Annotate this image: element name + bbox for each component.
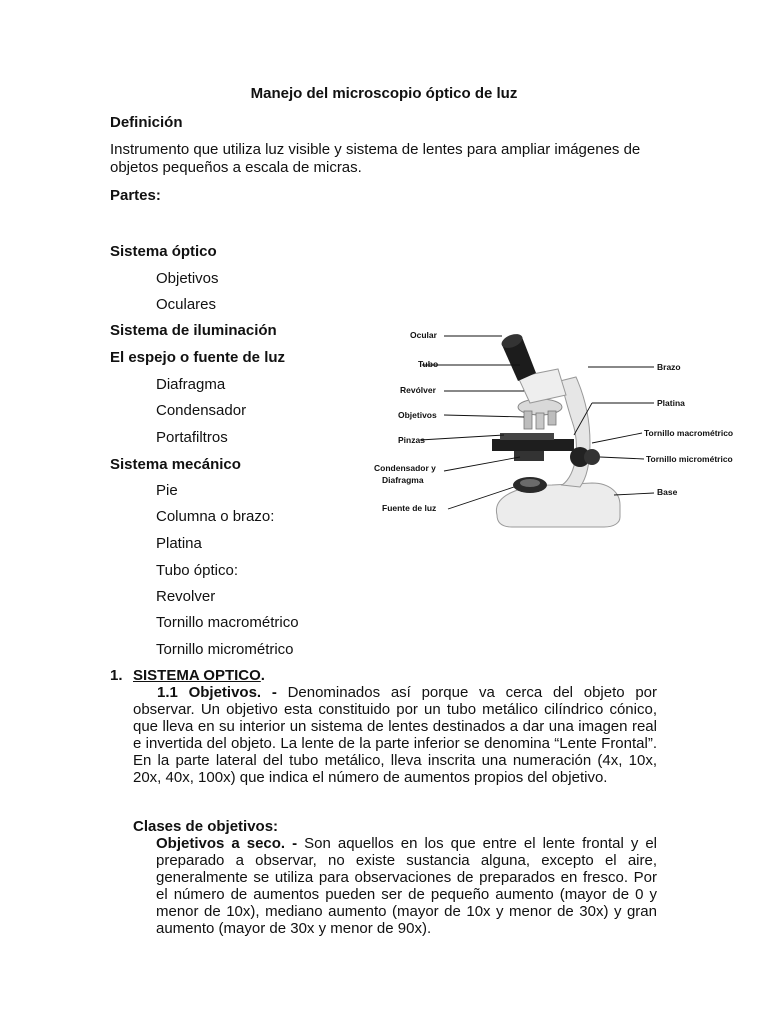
microscope-stage (492, 439, 574, 451)
objective-lens (548, 411, 556, 425)
sistema-optico-heading: Sistema óptico (110, 243, 217, 260)
microscope-figure (352, 325, 752, 537)
objetivos-lead: 1.1 Objetivos. - (157, 684, 277, 701)
seco-lead: Objetivos a seco. - (156, 835, 298, 852)
definicion-heading: Definición (110, 114, 183, 131)
list-item-condensador: Condensador (156, 402, 247, 419)
sistema-iluminacion-heading: Sistema de iluminación (110, 322, 277, 339)
definicion-line-1: Instrumento que utiliza luz visible y sistema de lentes para ampliar imágenes de (110, 141, 641, 158)
light-source-lens (520, 479, 540, 487)
label-ocular: Ocular (410, 330, 437, 340)
objetivos-paragraph (133, 684, 657, 786)
label-tubo: Tubo (418, 359, 439, 369)
label-revolver: Revólver (400, 385, 436, 395)
espejo-heading: El espejo o fuente de luz (110, 349, 286, 366)
label-pinzas: Pinzas (398, 435, 425, 445)
objective-lens (524, 411, 532, 429)
section-title-wrap (133, 667, 265, 685)
list-item-revolver: Revolver (156, 588, 216, 605)
label-fuente-de-luz: Fuente de luz (382, 503, 437, 513)
section-title-period: . (260, 667, 265, 684)
label-diafragma: Diafragma (382, 475, 424, 485)
sistema-mecanico-heading: Sistema mecánico (110, 456, 241, 473)
seco-paragraph (156, 835, 657, 937)
list-item-portafiltros: Portafiltros (156, 429, 228, 446)
list-item-tornillo-macrometrico: Tornillo macrométrico (156, 614, 299, 631)
list-item-oculares: Oculares (156, 296, 217, 313)
objetivos-text: Denominados así porque va cerca del objeto por observar. Un objetivo esta constituido por un tubo metálico cilíndrico cónico, que lleva en su interior un sistema de lentes destinados a dar una imagen real e invertida del objeto. La lente de la parte inferior se denomina “Lente Frontal”. En la parte lateral del tubo metálico, lleva inscrita una numeración (4x, 10x, 20x, 40x, 100x) que indica el número de aumentos propios del objetivo. (133, 684, 657, 786)
list-item-tubo-optico: Tubo óptico: (156, 562, 238, 579)
clases-heading: Clases de objetivos: (133, 818, 279, 835)
seco-text: Son aquellos en los que entre el lente frontal y el preparado a observar, no existe sustancia alguna, excepto el aire, generalmente se utiliza para observaciones de preparados en fresco. Por el número de aumentos pueden ser de pequeño aumento (mayor de 0 y menor de 10x), mediano aumento (mayor de 10x y menor de 30x) y gran aumento (mayor de 30x y menor de 90x). (156, 835, 658, 937)
section-number: 1. (110, 667, 123, 684)
label-platina: Platina (657, 398, 685, 408)
stage-slide-holder (500, 433, 554, 440)
label-brazo: Brazo (657, 362, 681, 372)
document-title: Manejo del microscopio óptico de luz (250, 85, 518, 102)
label-objetivos: Objetivos (398, 410, 437, 420)
definicion-line-2: objetos pequeños a escala de micras. (110, 159, 362, 176)
label-tornillo-macrometrico: Tornillo macrométrico (644, 428, 734, 438)
section-title: SISTEMA OPTICO (133, 667, 261, 684)
microscope-base (496, 483, 620, 527)
list-item-objetivos: Objetivos (156, 270, 219, 287)
fine-knob (584, 449, 600, 465)
condenser (514, 451, 544, 461)
list-item-platina: Platina (156, 535, 202, 552)
label-base: Base (657, 487, 678, 497)
list-item-tornillo-micrometrico: Tornillo micrométrico (156, 641, 294, 658)
list-item-columna: Columna o brazo: (156, 508, 275, 525)
microscope-diagram (352, 325, 752, 537)
partes-heading: Partes: (110, 187, 161, 204)
label-condensador: Condensador y (374, 463, 436, 473)
label-tornillo-micrometrico: Tornillo micrométrico (646, 454, 733, 464)
list-item-diafragma: Diafragma (156, 376, 226, 393)
list-item-pie: Pie (156, 482, 178, 499)
objective-lens (536, 413, 544, 429)
